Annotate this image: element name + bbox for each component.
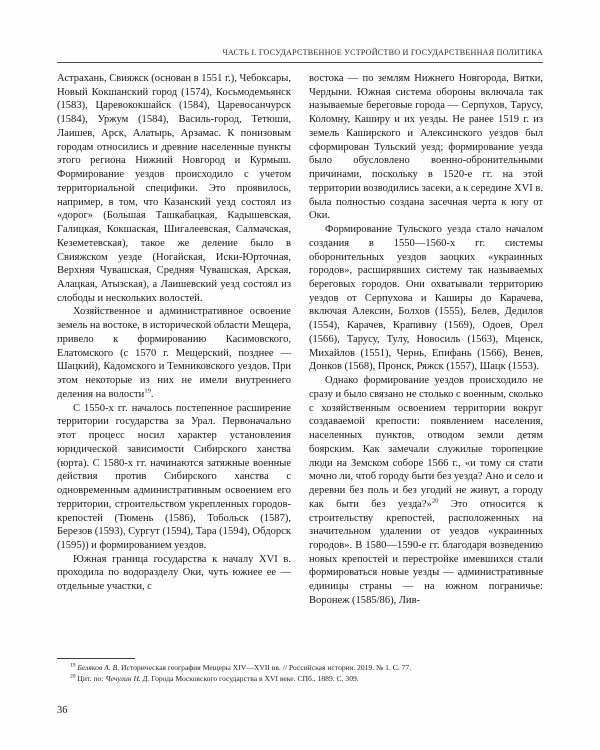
paragraph-text: Однако формирование уездов происходило не сразу и было связано не столько с военным, сколько с хозяйственным освоением территории вокруг создаваемой крепости: появлением населения, населенных пунктов, отводом земли детям боярским. Как замечали служилые торопецкие люди на Земском соборе 1566 г., «и тому ся стати мочно ли, чтоб городу быти без уезда? Ано и село и деревни без поль и без угодий не живут, а городу как быти без уезда?»: [309, 375, 543, 510]
paragraph: Астрахань, Свияжск (основан в 1551 г.), Чебоксары, Новый Кокшанский город (1574), Косьмодемьянск (1583), Царевококшайск (1584), Царевосанчурск (1584), Уржум (1584), Василь-город, Тетюши, Лаишев, Арск, Алатырь, Арзамас. К понизовым городам относились и древние населенные пункты этого региона Нижний Новгород и Курмыш. Формирование уездов происходило с учетом территориальной специфики. Это проявилось, например, в том, что Казанский уезд состоял из «дорог» (Большая Ташкабацкая, Кадышевская, Галицкая, Кокшаская, Шигалеевская, Салмачская, Кеземетевская), такое же деление было в Свияжском уезде (Ногайская, Иски-Юрточная, Верхняя Чувашская, Средняя Чувашская, Арская, Алацкая, Атызская), а Лаишевский уезд состоял из слободы и нескольких волостей.: [57, 73, 291, 304]
paragraph: востока — по землям Нижнего Новгорода, Вятки, Чердыни. Южная система обороны включала так называемые береговые города — Серпухов, Тарусу, Коломну, Каширу и их уезды. Не ранее 1519 г. из земель Каширского и Алексинского уездов был сформирован Тульский уезд; формирование уезда было обусловлено военно-обронительными причинами, поскольку в 1520-е гг. на этой территории возводились засеки, а к середине XVI в. была полностью создана засечная черта к югу от Оки.: [309, 73, 543, 222]
body-columns: [57, 72, 543, 650]
footnote-text: Города Московского государства в XVI веке. СПб., 1889. С. 309.: [151, 674, 359, 684]
header-rule: [57, 62, 543, 63]
footnote-item: [57, 674, 543, 684]
left-column: [57, 72, 291, 650]
footnote-author: Чечулин Н. Д.: [105, 674, 150, 684]
page-number: 36: [57, 705, 68, 716]
footnotes-block: [57, 663, 543, 686]
footnote-ref-20[interactable]: 20: [431, 497, 439, 505]
footnote-ref-19[interactable]: 19: [144, 387, 151, 395]
footnote-prefix: Цит. по:: [77, 674, 106, 684]
paragraph-tail: .: [150, 388, 154, 400]
paragraph: [309, 374, 543, 607]
paragraph-tail: Это относится к строительству крепостей, расположенных на значительном удалении от уездов «украинных городов». В 1580—1590-е гг. благодаря возведению новых крепостей и перестройке имевшихся стали формироваться новые уезды — административные единицы страны — на южном пограничье: Воронеж (1585/86), Лив-: [309, 498, 543, 606]
footnote-number: 20: [70, 673, 76, 680]
paragraph: Формирование Тульского уезда стало началом создания в 1550—1560-х гг. системы оборонительных уездов заоцких «украинных городов», расширявших систему так называемых береговых городов. Они охватывали территорию уездов от Серпухова и Каширы до Карачева, включая Алексин, Болхов (1555), Белев, Дедилов (1554), Карачев, Крапивну (1569), Одоев, Орел (1566), Тарусу, Тулу, Новосиль (1563), Мценск, Михайлов (1551), Чернь, Епифань (1566), Венев, Донков (1568), Пронск, Ряжск (1557), Шацк (1553).: [309, 224, 543, 373]
right-column: [309, 72, 543, 650]
footnote-author: Беляков А. В.: [77, 663, 120, 672]
paragraph: Южная граница государства к началу XVI в. проходила по водоразделу Оки, чуть южнее ее — отдельные участки, с: [57, 553, 291, 593]
paragraph-text: Хозяйственное и административное освоение земель на востоке, в исторической области Мещера, привело к формированию Касимовского, Елатомского (с 1570 г. Мещерский, позднее — Шацкий), Кадомского и Темниковского уездов. При этом некоторые из них не имели внутреннего деления на волости: [57, 306, 291, 400]
footnote-text: Историческая география Мещеры XIV—XVII вв. // Российская история. 2019. № 1. С. 77.: [121, 663, 412, 672]
footnote-item: [57, 663, 543, 673]
paragraph: С 1550-х гг. началось постепенное расширение территории государства за Урал. Первоначально этот процесс носил характер установления юридической зависимости Сибирского ханства (юрта). С 1580-х гг. начинаются затяжные военные действия против Сибирского ханства с одновременным административным освоением его территории, строительством укрепленных городов-крепостей (Тюмень (1586), Тобольск (1587), Березов (1593), Сургут (1594), Тара (1594), Обдорск (1595)) и формированием уездов.: [57, 402, 291, 551]
running-head: ЧАСТЬ I. ГОСУДАРСТВЕННОЕ УСТРОЙСТВО И ГОСУДАРСТВЕННАЯ ПОЛИТИКА: [222, 48, 543, 57]
paragraph: [57, 305, 291, 401]
footnote-number: 19: [70, 662, 76, 669]
footnote-separator-rule: [57, 658, 135, 659]
